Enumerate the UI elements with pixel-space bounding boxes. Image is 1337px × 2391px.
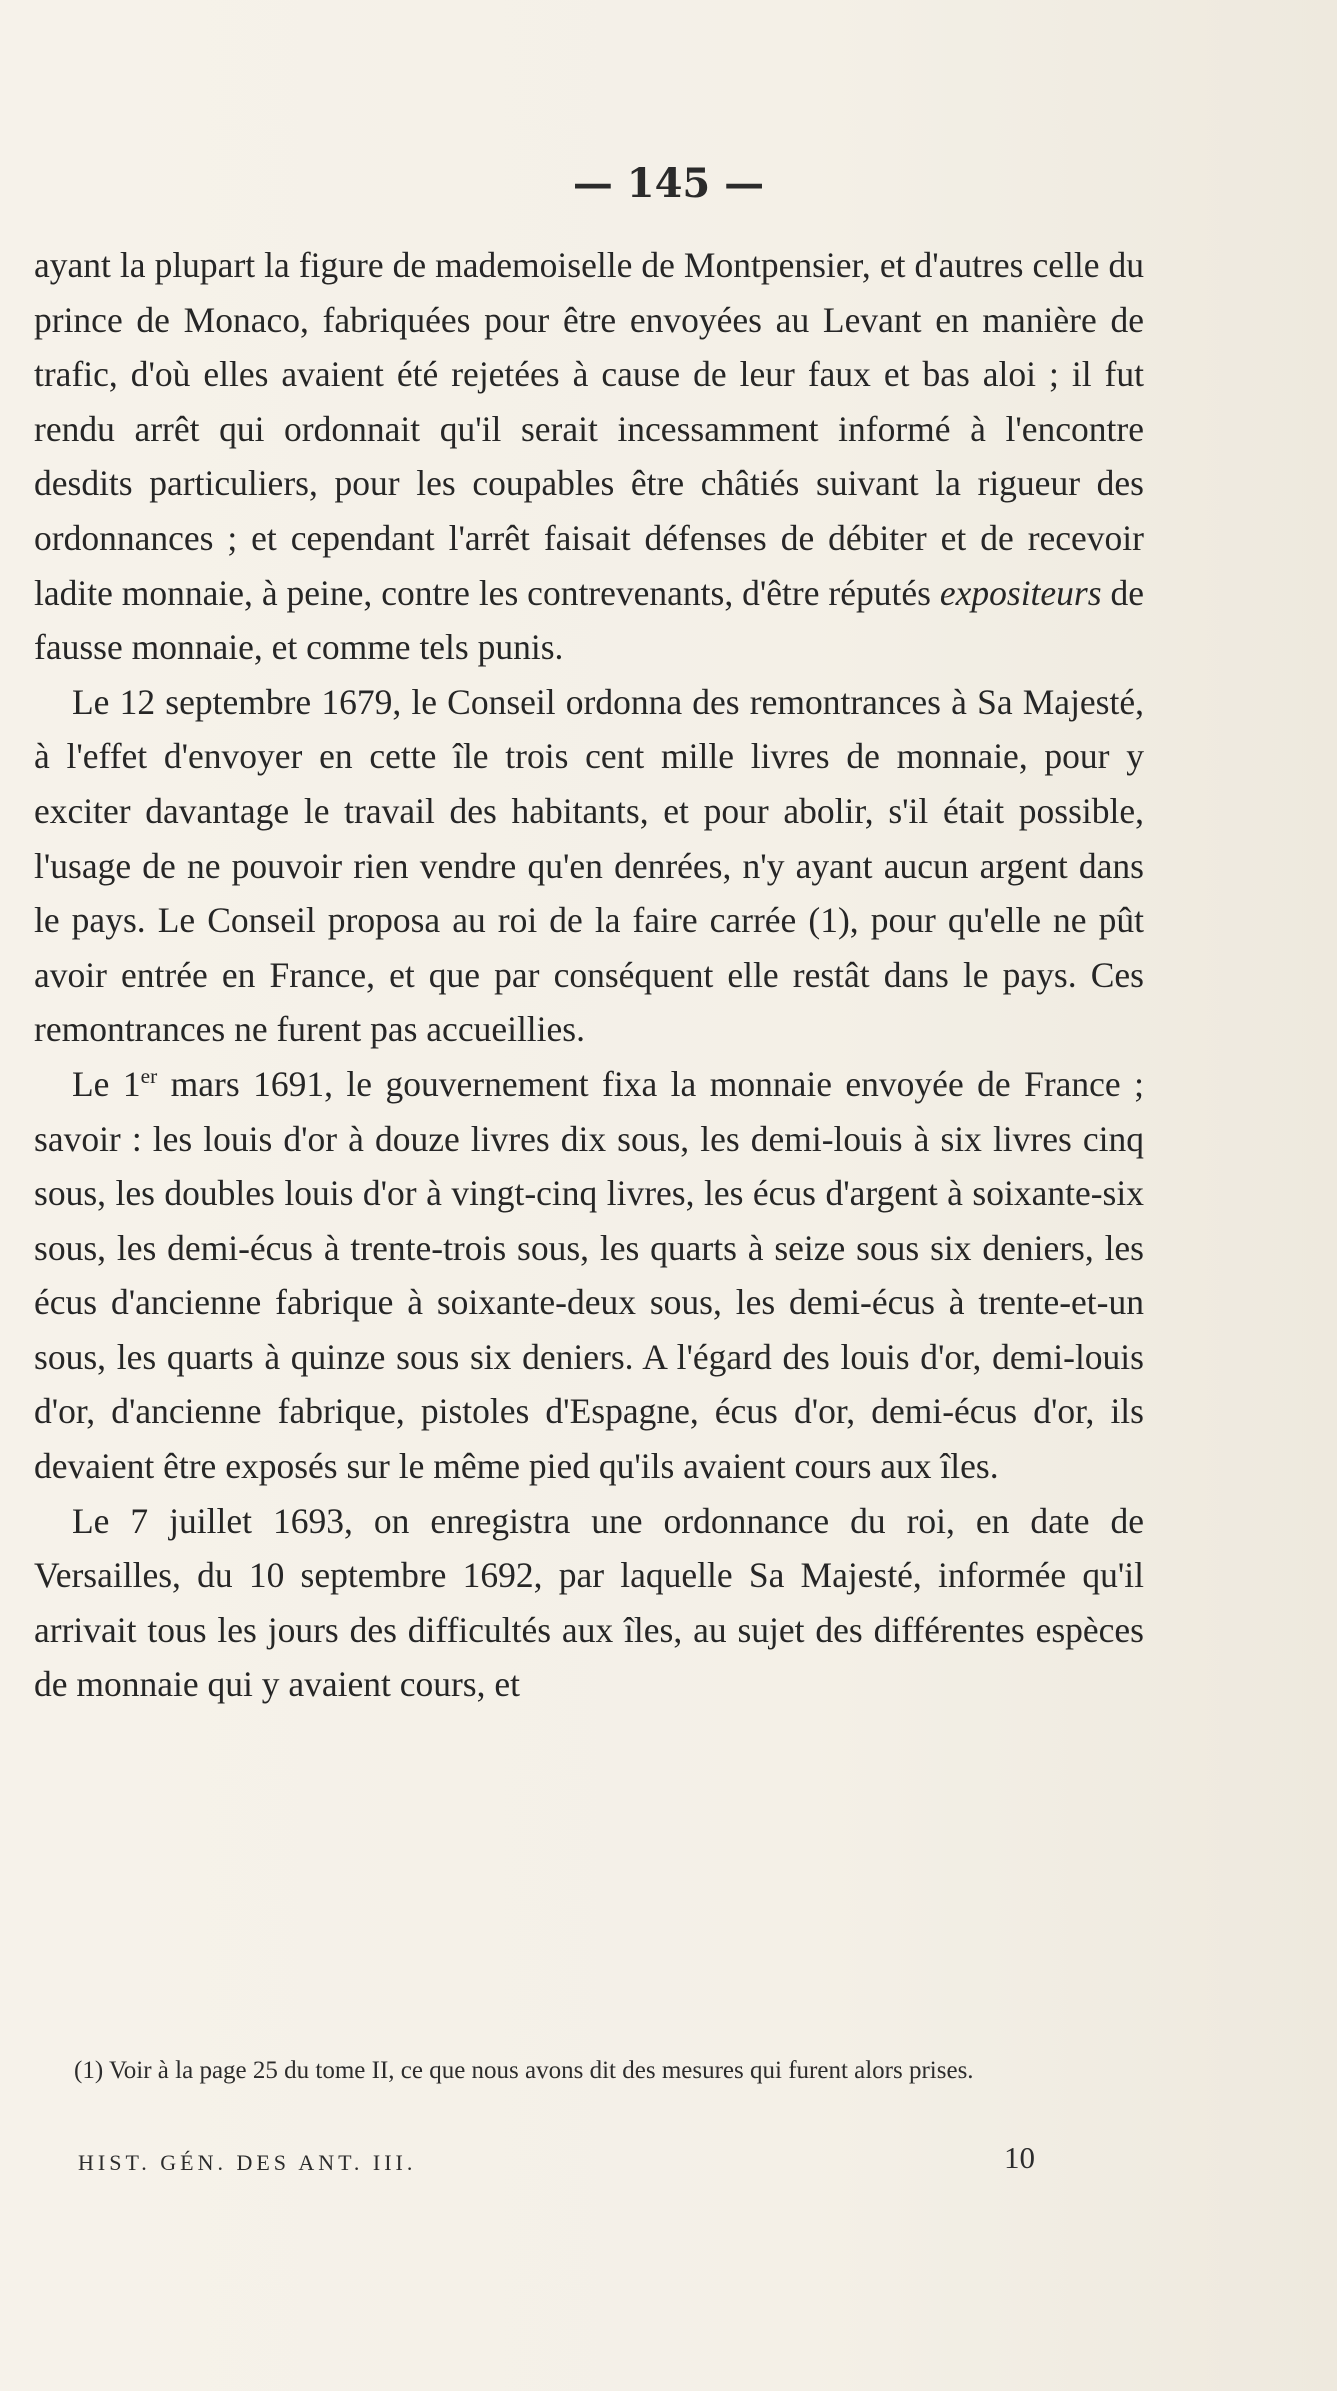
paragraph-3-text-end: mars 1691, le gouvernement fixa la monnaie envoyée de France ; savoir : les louis d'or à douze livres dix sous, les demi-louis à six livres cinq sous, les doubles louis d'or à vingt-cinq livres, les écus d'argent à soixante-six sous, les demi-écus à trente-trois sous, les quarts à seize sous six deniers, les écus d'ancienne fabrique à soixante-deux sous, les demi-écus à trente-et-un sous, les quarts à quinze sous six deniers. A l'égard des louis d'or, demi-louis d'or, d'ancienne fabrique, pistoles d'Espagne, écus d'or, demi-écus d'or, ils devaient être exposés sur le même pied qu'ils avaient cours aux îles. (34, 1063, 1145, 1487)
printer-signature: HIST. GÉN. DES ANT. III. (78, 2150, 417, 2175)
sheet-number: 10 (1004, 2140, 1035, 2175)
paragraph-3 (34, 1057, 1144, 1494)
paragraph-3-text-start: Le 1 (72, 1063, 141, 1104)
paragraph-1-text-start: ayant la plupart la figure de mademoiselle de Montpensier, et d'autres celle du prince de Monaco, fabriquées pour être envoyées au Levant en manière de trafic, d'où elles avaient été rejetées à cause de leur faux et bas aloi ; il fut rendu arrêt qui ordonnait qu'il serait incessamment informé à l'encontre desdits particuliers, pour les coupables être châtiés suivant la rigueur des ordonnances ; et cependant l'arrêt faisait défenses de débiter et de recevoir ladite monnaie, à peine, contre les contrevenants, d'être réputés (34, 245, 1144, 613)
footnote (34, 2052, 1144, 2089)
paragraph-1-italic-word: expositeurs (939, 572, 1102, 613)
page-number: — 145 — (572, 160, 765, 207)
footnote-text: (1) Voir à la page 25 du tome II, ce que nous avons dit des mesures qui furent alors prises. (74, 2057, 974, 2084)
paragraph-2: Le 12 septembre 1679, le Conseil ordonna des remontrances à Sa Majesté, à l'effet d'envoyer en cette île trois cent mille livres de monnaie, pour y exciter davantage le travail des habitants, et pour abolir, s'il était possible, l'usage de ne pouvoir rien vendre qu'en denrées, n'y ayant aucun argent dans le pays. Le Conseil proposa au roi de la faire carrée (1), pour qu'elle ne pût avoir entrée en France, et que par conséquent elle restât dans le pays. Ces remontrances ne furent pas accueillies. (34, 681, 1144, 1050)
paragraph-4: Le 7 juillet 1693, on enregistra une ordonnance du roi, en date de Versailles, du 10 septembre 1692, par laquelle Sa Majesté, informée qu'il arrivait tous les jours des difficultés aux îles, au sujet des différentes espèces de monnaie qui y avaient cours, et (34, 1500, 1144, 1705)
body-text (34, 238, 1144, 1712)
paragraph-3-superscript: er (140, 1064, 158, 1089)
paragraph-1 (34, 238, 1144, 675)
paragraph-1-text-end: de fausse monnaie, et comme tels punis. (34, 572, 1144, 668)
